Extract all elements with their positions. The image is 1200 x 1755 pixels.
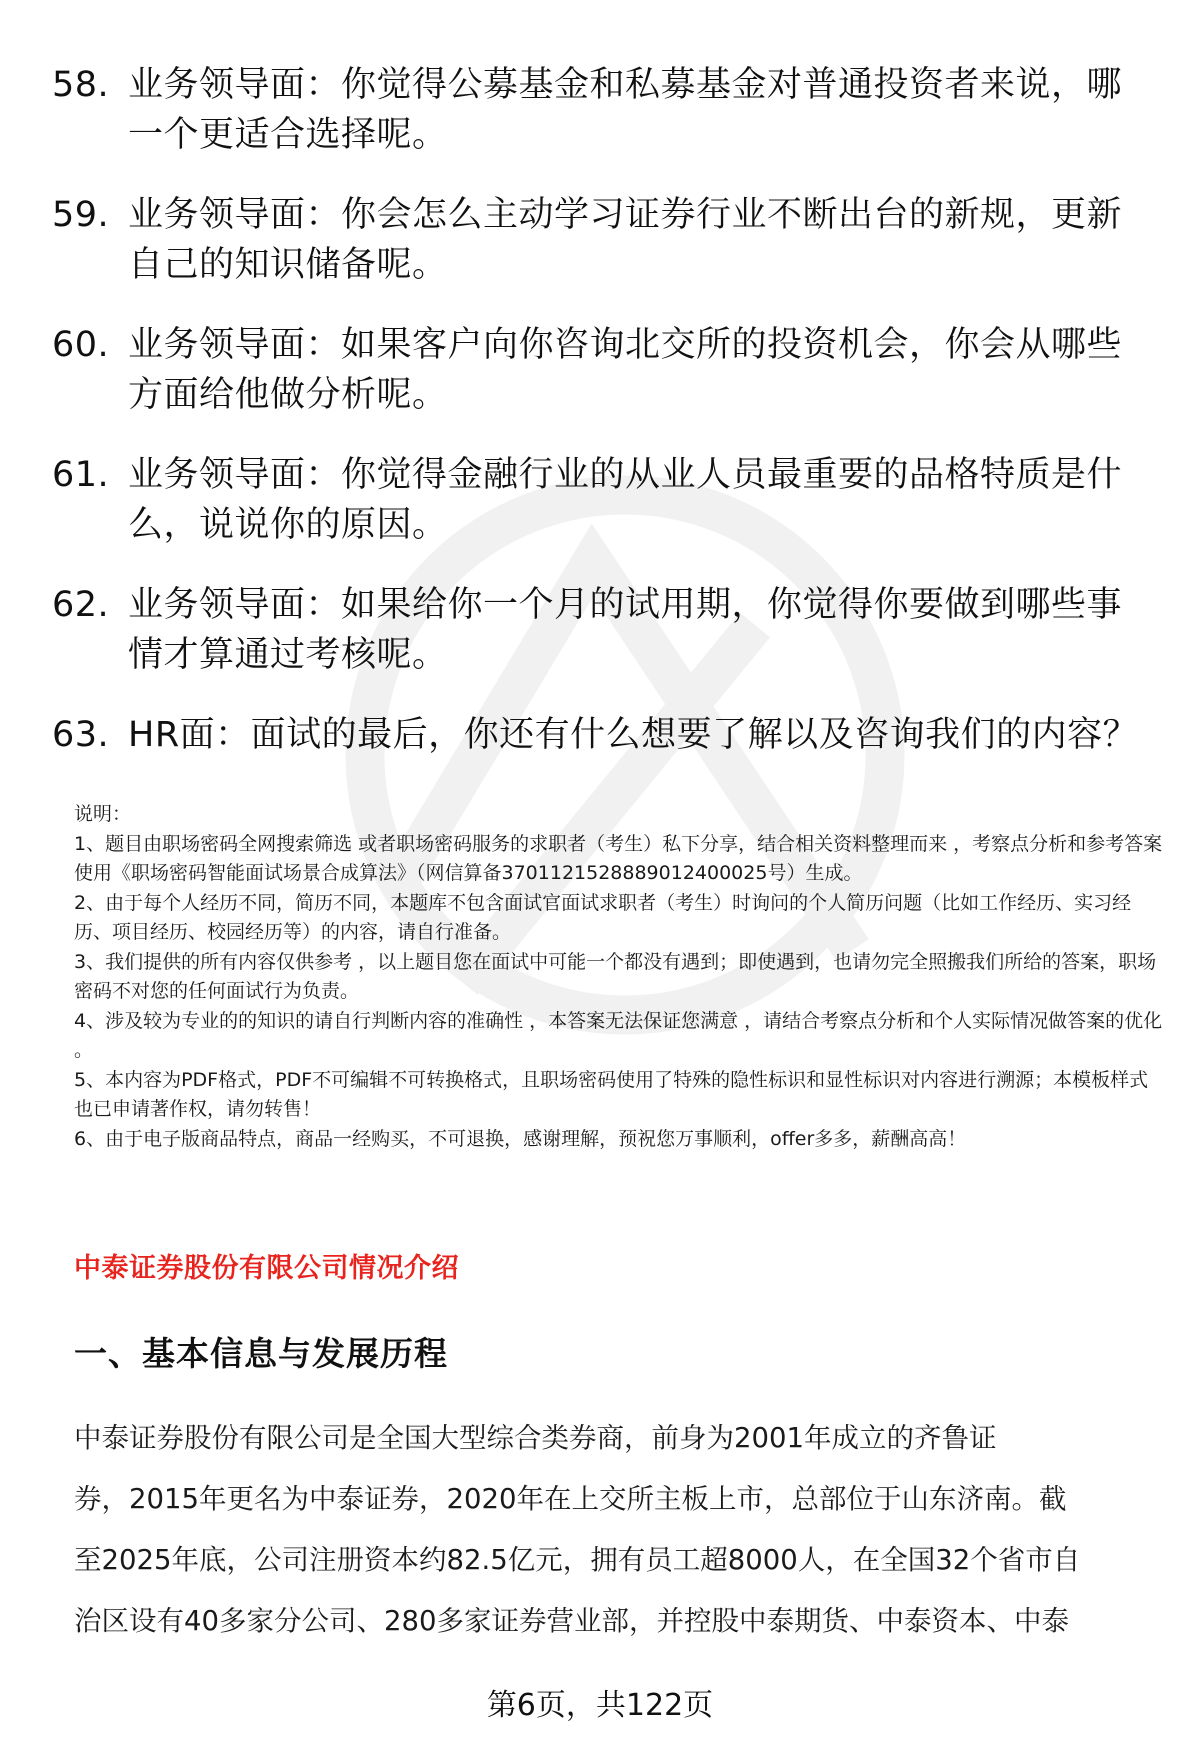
page-number: 第6页，共122页 <box>486 1688 714 1723</box>
question-text: 业务领导面：如果给你一个月的试用期，你觉得你要做到哪些事情才算通过考核呢。 <box>128 585 1123 675</box>
question-text: 业务领导面：如果客户向你咨询北交所的投资机会，你会从哪些方面给他做分析呢。 <box>128 325 1123 415</box>
question-item <box>52 320 1152 420</box>
question-text: 业务领导面：你觉得公募基金和私募基金对普通投资者来说，哪一个更适合选择呢。 <box>128 65 1123 155</box>
body-line: 券，2015年更名为中泰证券，2020年在上交所主板上市，总部位于山东济南。截 <box>74 1483 1067 1515</box>
body-line: 至2025年底，公司注册资本约82.5亿元，拥有员工超8000人，在全国32个省市自 <box>74 1544 1081 1576</box>
note-item: 4、涉及较为专业的的知识的请自行判断内容的准确性 ，本答案无法保证您满意 ，请结合考察点分析和个人实际情况做答案的优化 。 <box>74 1009 1163 1061</box>
note-item: 6、由于电子版商品特点，商品一经购买，不可退换，感谢理解，预祝您万事顺利，offer多多，薪酬高高！ <box>74 1127 967 1150</box>
note-item: 3、我们提供的所有内容仅供参考 ，以上题目您在面试中可能一个都没有遇到；即使遇到，也请勿完全照搬我们所给的答案，职场密码不对您的任何面试行为负责。 <box>74 950 1157 1002</box>
question-item <box>52 60 1152 160</box>
question-list <box>52 60 1152 790</box>
body-line: 治区设有40多家分公司、280多家证券营业部，并控股中泰期货、中泰资本、中泰 <box>74 1605 1069 1637</box>
question-item <box>52 450 1152 550</box>
body-paragraph <box>74 1408 1144 1652</box>
question-number: 60. <box>52 325 110 365</box>
question-number: 61. <box>52 455 110 495</box>
question-item <box>52 580 1152 680</box>
question-item <box>52 710 1152 760</box>
body-line: 中泰证券股份有限公司是全国大型综合类券商，前身为2001年成立的齐鲁证 <box>74 1422 997 1454</box>
question-number: 58. <box>52 65 110 105</box>
question-number: 59. <box>52 195 110 235</box>
section-title: 一、基本信息与发展历程 <box>74 1334 448 1373</box>
notes-heading: 说明： <box>74 803 132 825</box>
company-title: 中泰证券股份有限公司情况介绍 <box>74 1253 459 1284</box>
question-number: 62. <box>52 585 110 625</box>
note-item: 5、本内容为PDF格式，PDF不可编辑不可转换格式，且职场密码使用了特殊的隐性标识和显性标识对内容进行溯源；本模板样式也已申请著作权，请勿转售！ <box>74 1068 1149 1120</box>
question-text: 业务领导面：你觉得金融行业的从业人员最重要的品格特质是什么，说说你的原因。 <box>128 455 1123 545</box>
question-number: 63. <box>52 715 110 755</box>
question-text: 业务领导面：你会怎么主动学习证券行业不断出台的新规，更新自己的知识储备呢。 <box>128 195 1123 285</box>
question-text: HR面：面试的最后，你还有什么想要了解以及咨询我们的内容？ <box>128 715 1139 755</box>
notes-section <box>74 800 1164 1154</box>
note-item: 2、由于每个人经历不同，简历不同，本题库不包含面试官面试求职者（考生）时询问的个人简历问题（比如工作经历、实习经历、项目经历、校园经历等）的内容，请自行准备。 <box>74 891 1132 943</box>
note-item: 1、题目由职场密码全网搜索筛选 或者职场密码服务的求职者（考生）私下分享，结合相关资料整理而来 ，考察点分析和参考答案使用《职场密码智能面试场景合成算法》（网信算备3701121528889012400025号）生成。 <box>74 832 1163 884</box>
question-item <box>52 190 1152 290</box>
